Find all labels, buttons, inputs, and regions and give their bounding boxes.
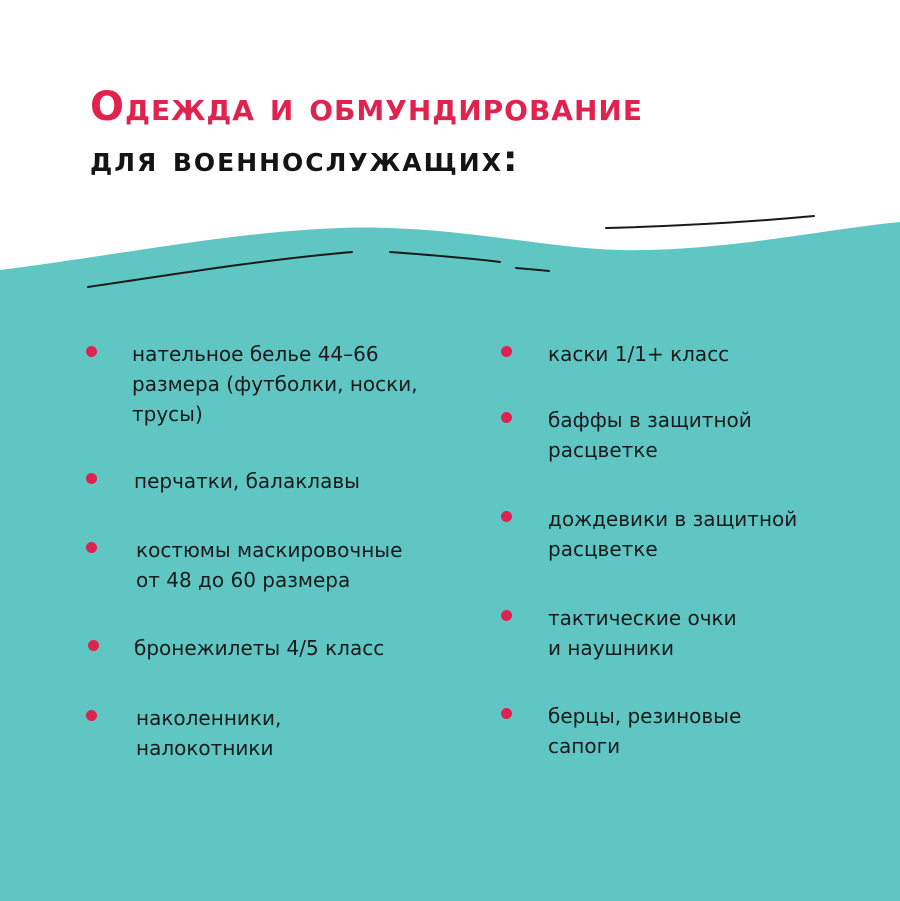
list-item-text: бронежилеты 4/5 класс xyxy=(134,636,385,660)
bullet-dot-icon xyxy=(86,473,97,484)
bullet-dot-icon xyxy=(86,346,97,357)
page-title: Одежда и обмундирование xyxy=(90,84,643,130)
bullet-dot-icon xyxy=(501,412,512,423)
bullet-dot-icon xyxy=(501,346,512,357)
bullet-dot-icon xyxy=(88,640,99,651)
list-item-text: нательное белье 44–66 размера (футболки, носки, трусы) xyxy=(132,342,418,426)
left-column xyxy=(86,0,466,901)
bullet-dot-icon xyxy=(501,511,512,522)
list-item-text: перчатки, балаклавы xyxy=(134,469,360,493)
bullet-dot-icon xyxy=(501,708,512,719)
bullet-dot-icon xyxy=(86,710,97,721)
list-item-text: баффы в защитной расцветке xyxy=(548,408,752,462)
bullet-dot-icon xyxy=(86,542,97,553)
list-item-text: берцы, резиновые сапоги xyxy=(548,704,742,758)
list-item-text: костюмы маскировочные от 48 до 60 размера xyxy=(136,538,403,592)
bullet-dot-icon xyxy=(501,610,512,621)
list-item-text: дождевики в защитной расцветке xyxy=(548,507,798,561)
list-item-text: наколенники, налокотники xyxy=(136,706,282,760)
page-subtitle: для военнослужащих: xyxy=(90,139,520,180)
list-item-text: каски 1/1+ класс xyxy=(548,342,730,366)
right-column xyxy=(501,0,881,901)
list-item-text: тактические очки и наушники xyxy=(548,606,737,660)
